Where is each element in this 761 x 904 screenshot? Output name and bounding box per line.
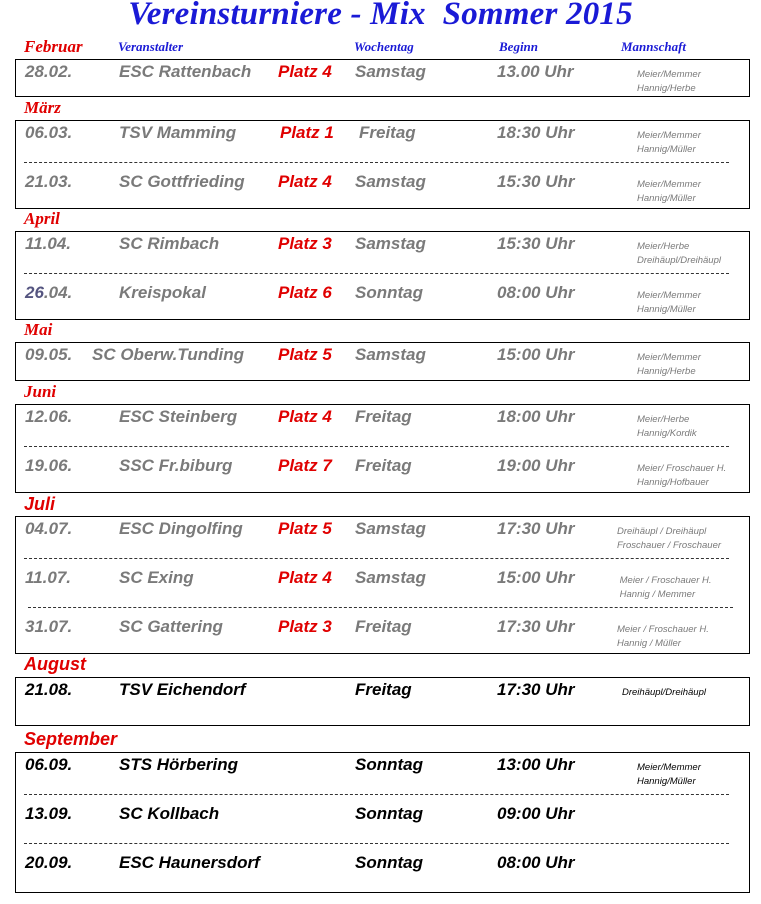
month-heading: April — [24, 209, 60, 228]
event-organizer: SC Oberw.Tunding — [92, 345, 245, 364]
event-team: Meier / Froschauer H. Hannig / Memmer — [619, 575, 712, 600]
event-platz: Platz 4 — [278, 568, 332, 587]
event-row — [16, 170, 749, 218]
event-row — [16, 678, 749, 726]
month-heading: September — [24, 729, 118, 749]
event-time: 13.00 Uhr — [497, 62, 574, 81]
event-organizer: SC Kollbach — [119, 804, 220, 823]
event-weekday: Samstag — [355, 345, 426, 364]
event-row — [16, 343, 749, 391]
row-separator — [24, 843, 729, 844]
row-separator — [24, 794, 729, 795]
event-organizer: ESC Rattenbach — [119, 62, 252, 81]
month-heading: Juli — [24, 494, 56, 514]
event-team: Meier/Memmer Hannig/Müller — [637, 179, 701, 204]
row-separator — [24, 162, 729, 163]
event-row — [16, 281, 749, 329]
event-organizer: ESC Steinberg — [119, 407, 238, 426]
event-date: 04.07. — [25, 519, 73, 538]
event-weekday: Samstag — [355, 172, 426, 191]
month-box-juni — [15, 404, 750, 493]
event-time: 09:00 Uhr — [497, 804, 575, 823]
column-header-weekday: Wochentag — [354, 39, 414, 54]
event-platz: Platz 4 — [278, 407, 332, 426]
event-time: 17:30 Uhr — [497, 519, 575, 538]
event-organizer: SC Gottfrieding — [119, 172, 245, 191]
event-weekday: Samstag — [355, 234, 426, 253]
month-box-februar — [15, 59, 750, 97]
event-weekday: Freitag — [359, 123, 416, 142]
event-platz: Platz 4 — [278, 62, 332, 81]
event-team: Dreihäupl / Dreihäupl Froschauer / Froschauer — [617, 526, 722, 551]
month-heading: August — [24, 654, 86, 674]
event-organizer: SC Exing — [119, 568, 194, 587]
event-team: Meier/ Froschauer H. Hannig/Hofbauer — [637, 463, 727, 488]
event-weekday: Sonntag — [355, 853, 423, 872]
column-header-team: Mannschaft — [621, 39, 687, 54]
event-row — [16, 851, 749, 899]
event-weekday: Sonntag — [355, 283, 423, 302]
event-date: 21.03. — [25, 172, 73, 191]
event-platz: Platz 6 — [278, 283, 332, 302]
month-heading: Juni — [24, 382, 57, 401]
event-date: 31.07. — [25, 617, 73, 636]
event-organizer: SC Gattering — [119, 617, 223, 636]
event-time: 15:30 Uhr — [497, 234, 575, 253]
event-date: 11.04. — [25, 234, 72, 253]
event-weekday: Freitag — [355, 680, 412, 699]
event-team: Meier/Memmer Hannig/Herbe — [637, 69, 701, 94]
event-date-day: 26 — [25, 283, 44, 302]
event-organizer: TSV Mamming — [119, 123, 237, 142]
event-organizer: ESC Haunersdorf — [119, 853, 260, 872]
row-separator — [24, 273, 729, 274]
row-separator — [24, 558, 729, 559]
event-weekday: Freitag — [355, 617, 412, 636]
event-weekday: Samstag — [355, 62, 426, 81]
event-date: 19.06. — [25, 456, 73, 475]
event-weekday: Sonntag — [355, 804, 423, 823]
event-weekday: Sonntag — [355, 755, 423, 774]
event-team: Meier/Herbe Hannig/Kordik — [637, 414, 697, 439]
event-team: Meier / Froschauer H. Hannig / Müller — [617, 624, 709, 649]
event-organizer: Kreispokal — [119, 283, 206, 302]
event-date-month: .04. — [43, 283, 73, 302]
event-time: 17:30 Uhr — [497, 680, 575, 699]
month-box-juli — [15, 516, 750, 654]
event-organizer: STS Hörbering — [119, 755, 239, 774]
event-platz: Platz 5 — [278, 519, 332, 538]
event-platz: Platz 5 — [278, 345, 332, 364]
event-time: 15:30 Uhr — [497, 172, 575, 191]
event-row — [16, 615, 749, 663]
event-row — [16, 60, 749, 108]
row-separator — [24, 446, 729, 447]
event-date: 12.06. — [25, 407, 73, 426]
event-time: 08:00 Uhr — [497, 283, 575, 302]
event-time: 13:00 Uhr — [497, 755, 575, 774]
event-date: 09.05. — [25, 345, 73, 364]
event-date — [25, 283, 72, 303]
event-platz: Platz 1 — [280, 123, 334, 142]
page-title: Vereinsturniere - Mix Sommer 2015 — [128, 0, 633, 32]
event-time: 17:30 Uhr — [497, 617, 575, 636]
event-row — [16, 454, 749, 502]
event-weekday: Samstag — [355, 519, 426, 538]
event-platz: Platz 3 — [278, 234, 332, 253]
event-platz: Platz 4 — [278, 172, 332, 191]
event-organizer: SSC Fr.biburg — [119, 456, 233, 475]
event-time: 18:30 Uhr — [497, 123, 575, 142]
event-team: Meier/Memmer Hannig/Müller — [637, 290, 701, 315]
event-time: 08:00 Uhr — [497, 853, 575, 872]
event-team: Meier/Memmer Hannig/Herbe — [637, 352, 701, 377]
event-team: Meier/Herbe Dreihäupl/Dreihäupl — [637, 241, 721, 266]
event-organizer: SC Rimbach — [119, 234, 220, 253]
event-time: 15:00 Uhr — [497, 568, 575, 587]
event-date: 06.03. — [25, 123, 73, 142]
row-separator — [28, 607, 733, 608]
month-box-maerz — [15, 120, 750, 209]
event-team: Dreihäupl/Dreihäupl — [622, 687, 706, 698]
column-header-organizer: Veranstalter — [118, 39, 184, 54]
event-time: 19:00 Uhr — [497, 456, 575, 475]
event-team: Meier/Memmer Hannig/Müller — [637, 762, 701, 787]
event-date: 20.09. — [25, 853, 73, 872]
event-platz: Platz 3 — [278, 617, 332, 636]
event-date: 11.07. — [25, 568, 72, 587]
event-date: 06.09. — [25, 755, 73, 774]
event-date: 13.09. — [25, 804, 73, 823]
month-box-mai — [15, 342, 750, 381]
month-heading: Februar — [24, 37, 83, 56]
event-weekday: Freitag — [355, 407, 412, 426]
month-heading: März — [24, 98, 61, 117]
event-organizer: TSV Eichendorf — [119, 680, 246, 699]
event-date: 28.02. — [25, 62, 73, 81]
event-weekday: Freitag — [355, 456, 412, 475]
event-time: 15:00 Uhr — [497, 345, 575, 364]
event-organizer: ESC Dingolfing — [119, 519, 243, 538]
month-box-september — [15, 752, 750, 893]
event-team: Meier/Memmer Hannig/Müller — [637, 130, 701, 155]
event-date: 21.08. — [25, 680, 73, 699]
event-weekday: Samstag — [355, 568, 426, 587]
event-platz: Platz 7 — [278, 456, 332, 475]
month-box-august — [15, 677, 750, 726]
month-box-april — [15, 231, 750, 320]
month-heading: Mai — [24, 320, 53, 339]
event-time: 18:00 Uhr — [497, 407, 575, 426]
column-header-start: Beginn — [499, 39, 539, 54]
